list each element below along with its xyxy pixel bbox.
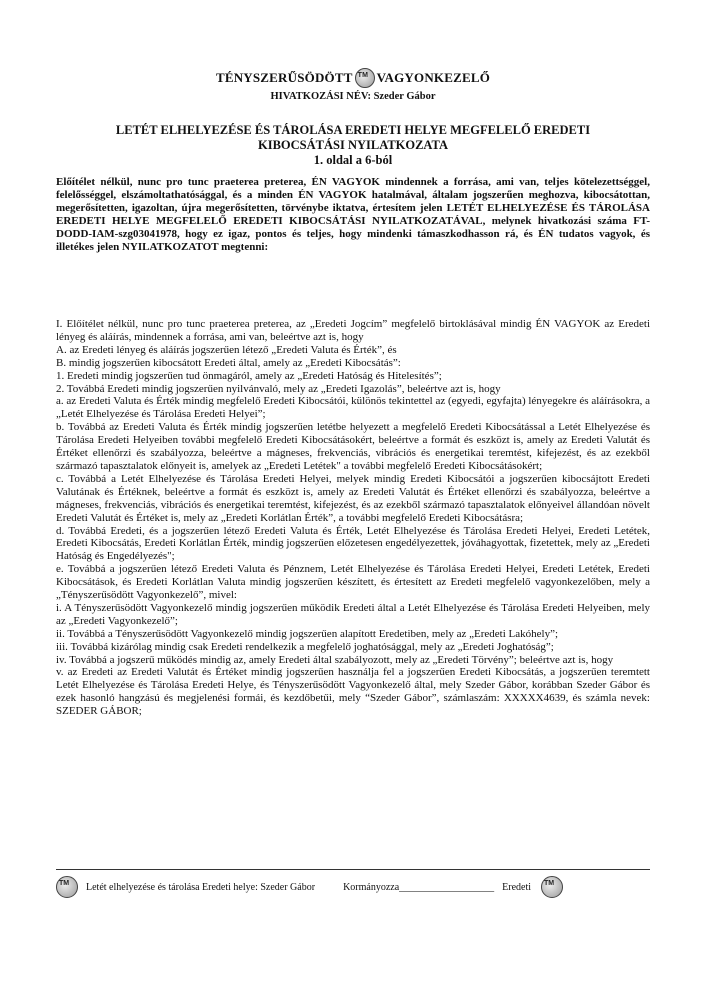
paragraph: A. az Eredeti lényeg és aláírás jogszerűen létező „Eredeti Valuta és Érték”, és (56, 343, 397, 356)
trust-name-left: TÉNYSZERŰSÖDÖTT (215, 70, 353, 85)
paragraph: b. Továbbá az Eredeti Valuta és Érték mindig jogszerűen letétbe helyezett a megfelelő Eredeti Kibocsátással a Letét Elhelyezése és Tárolása Eredeti Helyeiben további megfelelő Eredeti Kibocsátásokért, beleértve a formát és eszközt is, amely az Eredeti Valutát és Értéket ellenőrzi és szabályozza, beleértve a mágneses, frekvenciás, vibrációs és energetikai teremtést, kifejezést, és az ezekből származó tapasztalatok előnyeit is, amelyek az „Eredeti Letétek" a további megfelelő Eredeti Kibocsátásokért; (56, 421, 650, 472)
paragraph: I. Előítélet nélkül, nunc pro tunc praeterea preterea, az „Eredeti Jogcím” megfelelő birtoklásával mindig ÉN VAGYOK az Eredeti lényeg és aláírás, mindennek a forrása, ami van, beleértve azt is, hogy (56, 318, 650, 343)
paragraph: c. Továbbá a Letét Elhelyezése és Tárolása Eredeti Helyei, melyek mindig Eredeti Kibocsátói a jogszerűen kibocsájtott Eredeti Valutának és Értéknek, beleértve a formát és eszközt is, amely az Eredeti Valutát és Értéket ellenőrzi és szabályozza, beleértve a mágneses, frekvenciás, vibrációs és energetikai teremtést, kifejezést, és az ezekből származó tapasztalatok előnyeivel állandóan növelt Eredeti Valutát és Értéket is, mely az „Eredeti Korlátlan Érték”, a további megfelelő Eredeti Kibocsátásra; (56, 472, 650, 524)
intro-paragraph: Előítélet nélkül, nunc pro tunc praeterea preterea, ÉN VAGYOK mindennek a forrása, ami van, teljes kötelezettséggel, felelősséggel, elszámoltathatósággal, és a minden ÉN VAGYOK hatalmával, általam jogszerűen meghozva, kibocsátottan, megerősítetten, igazoltan, újra megerősítetten, törvénybe iktatva, értesítem jelen LETÉT ELHELYEZÉSE ÉS TÁROLÁSA EREDETI HELYE MEGFELELŐ EREDETI KIBOCSÁTÁSI NYILATKOZATÁVAL, melynek hivatkozási száma FT-DODD-IAM-szg03041978, hogy ez igaz, pontos és teljes, hogy mindenki támaszkodhasson rá, és ÉN tudatos vagyok, és illetékes jelen NYILATKOZATOT megtenni: (56, 176, 650, 254)
paragraph: 1. Eredeti mindig jogszerűen tud önmagáról, amely az „Eredeti Hatóság és Hitelesítés”; (56, 369, 442, 382)
paragraph: e. Továbbá a jogszerűen létező Eredeti Valuta és Pénznem, Letét Elhelyezése és Tárolása Eredeti Helyei, Eredeti Letétek, Eredeti Kibocsátások, és Eredeti Korlátlan Valuta mindig jogszerűen készített, és értesített az Eredeti megfelelő vagyonkezelőben, mely a „Tényszerűsödött Vagyonkezelő”, mivel: (56, 563, 650, 602)
trust-seal-icon (56, 876, 78, 898)
paragraph: iii. Továbbá kizárólag mindig csak Eredeti rendelkezik a megfelelő joghatósággal, mely az „Eredeti Joghatóság”; (56, 640, 554, 653)
paragraph: 2. Továbbá Eredeti mindig jogszerűen nyilvánvaló, mely az „Eredeti Igazolás”, beleértve azt is, hogy (56, 382, 501, 395)
paragraph: v. az Eredeti az Eredeti Valutát és Értéket mindig jogszerűen használja fel a jogszerűen Eredeti Kibocsátás, a jogszerűen teremtett Letét Elhelyezése és Tárolása Eredeti Helye, és Tényszerűsödött Vagyonkezelő által, mely Szeder Gábor, korábban Szeder Gábor és ezek hasonló hangzású és megjelenési formái, és kezdőbetűi, mely “Szeder Gábor”, számlaszám: XXXXX4639, és számla nevek: SZEDER GÁBOR; (56, 666, 650, 718)
reference-name: HIVATKOZÁSI NÉV: Szeder Gábor (270, 91, 436, 102)
footer-right-text: Eredeti (502, 881, 532, 893)
page-indicator: 1. oldal a 6-ból (313, 153, 393, 167)
document-body (56, 318, 650, 718)
footer-left-text: Letét elhelyezése és tárolása Eredeti helye: Szeder Gábor (86, 881, 316, 893)
title-line-2: KIBOCSÁTÁSI NYILATKOZATA (258, 138, 448, 152)
document-header (0, 68, 706, 102)
paragraph: iv. Továbbá a jogszerű működés mindig az, amely Eredeti által szabályozott, mely az „Eredeti Törvény”; beleértve azt is, hogy (56, 653, 614, 666)
footer-divider (56, 869, 650, 870)
paragraph: ii. Továbbá a Tényszerűsödött Vagyonkezelő mindig jogszerűen alapított Eredetiben, mely az „Eredeti Lakóhely”; (56, 627, 559, 640)
trust-seal-icon (541, 876, 563, 898)
trust-name (0, 68, 706, 88)
paragraph: i. A Tényszerűsödött Vagyonkezelő mindig jogszerűen működik Eredeti által a Letét Elhelyezése és Tárolása Eredeti Helyeiben, mely az „Eredeti Vagyonkezelő”; (56, 601, 650, 627)
footer-governed-by: Kormányozza___________________ (343, 881, 495, 893)
paragraph: d. Továbbá Eredeti, és a jogszerűen létező Eredeti Valuta és Érték, Letét Elhelyezése és Tárolása Eredeti Helyei, Eredeti Letétek, Eredeti Kibocsátás, Eredeti Korlátlan Érték, mindig jogszerűen előzetesen engedélyezettek, jóváhagyottak, fizetettek, mely az „Eredeti Hatóság és Engedélyezés"; (56, 524, 650, 563)
trust-seal-icon (355, 68, 375, 88)
paragraph: a. az Eredeti Valuta és Érték mindig megfelelő Eredeti Kibocsátói, különös tekintettel az (egyedi, egyfajta) lényegekre és aláírásokra, a „Letét Elhelyezése és Tárolása Eredeti Helyei”; (56, 395, 650, 421)
paragraph: B. mindig jogszerűen kibocsátott Eredeti által, amely az „Eredeti Kibocsátás”: (56, 356, 401, 369)
title-line-1: LETÉT ELHELYEZÉSE ÉS TÁROLÁSA EREDETI HELYE MEGFELELŐ EREDETI (115, 123, 591, 137)
trust-name-right: VAGYONKEZELŐ (376, 70, 491, 85)
document-footer (56, 876, 650, 898)
document-title (40, 123, 666, 168)
